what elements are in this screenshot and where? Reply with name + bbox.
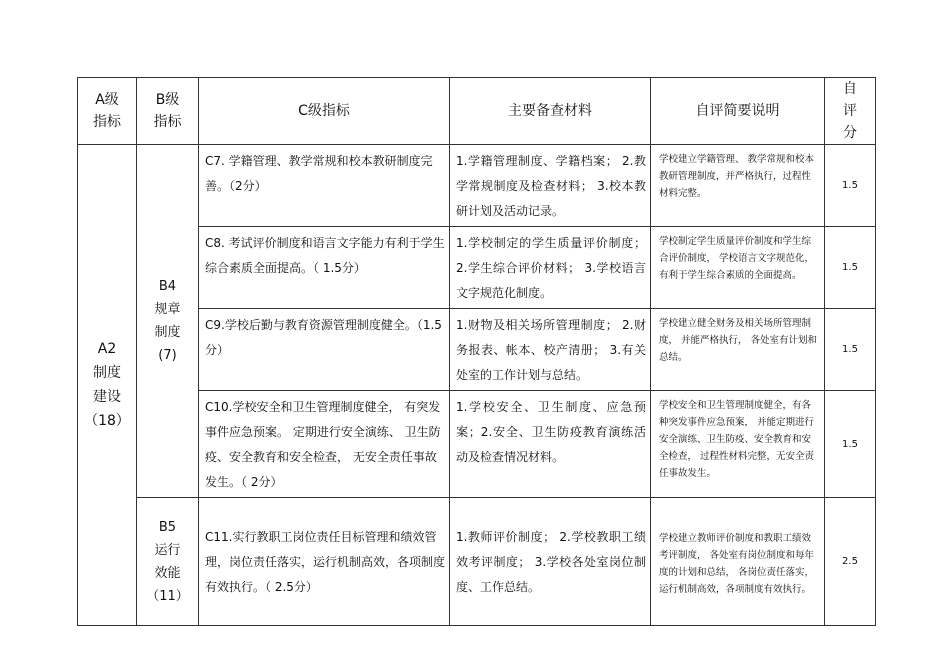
- score-cell: 2.5: [825, 498, 876, 626]
- c-indicator: C8. 考试评价制度和语言文字能力有利于学生综合素质全面提高。（ 1.5分）: [199, 227, 450, 309]
- b5-cell: [137, 498, 199, 626]
- materials-cell: 1.财物及相关场所管理制度； 2.财务报表、帐本、校产清册； 3.有关处室的工作计划与总结。: [450, 309, 651, 391]
- note-cell: 学校建立健全财务及相关场所管理制度， 并能严格执行， 各处室有计划和总结。: [651, 309, 825, 391]
- c-indicator: C10.学校安全和卫生管理制度健全， 有突发事件应急预案。 定期进行安全演练、 卫生防疫、安全教育和安全检查， 无安全责任事故发生。（ 2分）: [199, 391, 450, 498]
- materials-cell: 1.学籍管理制度、学籍档案； 2.教学常规制度及检查材料； 3.校本教研计划及活动记录。: [450, 145, 651, 227]
- b4-name2: 制度: [154, 325, 181, 340]
- b4-code: B4: [158, 279, 177, 294]
- note-cell: 学校建立学籍管理、 教学常规和校本教研管理制度，并严格执行，过程性材料完整。: [651, 145, 825, 227]
- table-row: [78, 145, 876, 227]
- c-indicator: C11.实行教职工岗位责任目标管理和绩效管理，岗位责任落实，运行机制高效，各项制度有效执行。（ 2.5分）: [199, 498, 450, 626]
- b4-points: (7): [158, 348, 177, 363]
- c-indicator: C9.学校后勤与教育资源管理制度健全。（1.5分）: [199, 309, 450, 391]
- header-c-level: C级指标: [199, 78, 450, 145]
- header-row: [78, 78, 876, 145]
- header-self-score: 自评分: [825, 78, 876, 145]
- evaluation-table: [77, 77, 876, 626]
- note-cell: 学校安全和卫生管理制度健全，有各种突发事件应急预案， 并能定期进行安全演练、卫生防疫、安全教育和安全检查， 过程性材料完整，无安全责任事故发生。: [651, 391, 825, 498]
- materials-cell: 1.学校制定的学生质量评价制度；2.学生综合评价材料； 3.学校语言文字规范化制度。: [450, 227, 651, 309]
- note-cell: 学校制定学生质量评价制度和学生综合评价制度， 学校语言文字规范化，有利于学生综合素质的全面提高。: [651, 227, 825, 309]
- a2-code: A2: [97, 341, 117, 357]
- b5-name1: 运行: [154, 542, 181, 558]
- b5-name2: 效能: [154, 565, 181, 581]
- header-a-level: A级指标: [78, 78, 137, 145]
- score-cell: 1.5: [825, 391, 876, 498]
- c-indicator: C7. 学籍管理、教学常规和校本教研制度完善。（2分）: [199, 145, 450, 227]
- b4-name1: 规章: [154, 302, 181, 317]
- a2-cell: [78, 145, 137, 626]
- materials-cell: 1.学校安全、卫生制度、应急预案；2.安全、卫生防疫教育演练活动及检查情况材料。: [450, 391, 651, 498]
- a2-name1: 制度: [93, 365, 121, 381]
- header-materials: 主要备查材料: [450, 78, 651, 145]
- materials-cell: 1.教师评价制度； 2.学校教职工绩效考评制度； 3.学校各处室岗位制度、工作总结。: [450, 498, 651, 626]
- note-cell: 学校建立教师评价制度和教职工绩效考评制度， 各处室有岗位制度和每年度的计划和总结， 各岗位责任落实，运行机制高效，各项制度有效执行。: [651, 498, 825, 626]
- b5-points: （11）: [146, 588, 189, 604]
- table-row: [78, 498, 876, 626]
- score-cell: 1.5: [825, 145, 876, 227]
- score-cell: 1.5: [825, 309, 876, 391]
- score-cell: 1.5: [825, 227, 876, 309]
- b5-code: B5: [158, 519, 177, 535]
- header-b-level: B级指标: [137, 78, 199, 145]
- b4-cell: [137, 145, 199, 498]
- a2-points: （18）: [84, 413, 130, 429]
- a2-name2: 建设: [93, 389, 121, 405]
- header-self-eval-note: 自评简要说明: [651, 78, 825, 145]
